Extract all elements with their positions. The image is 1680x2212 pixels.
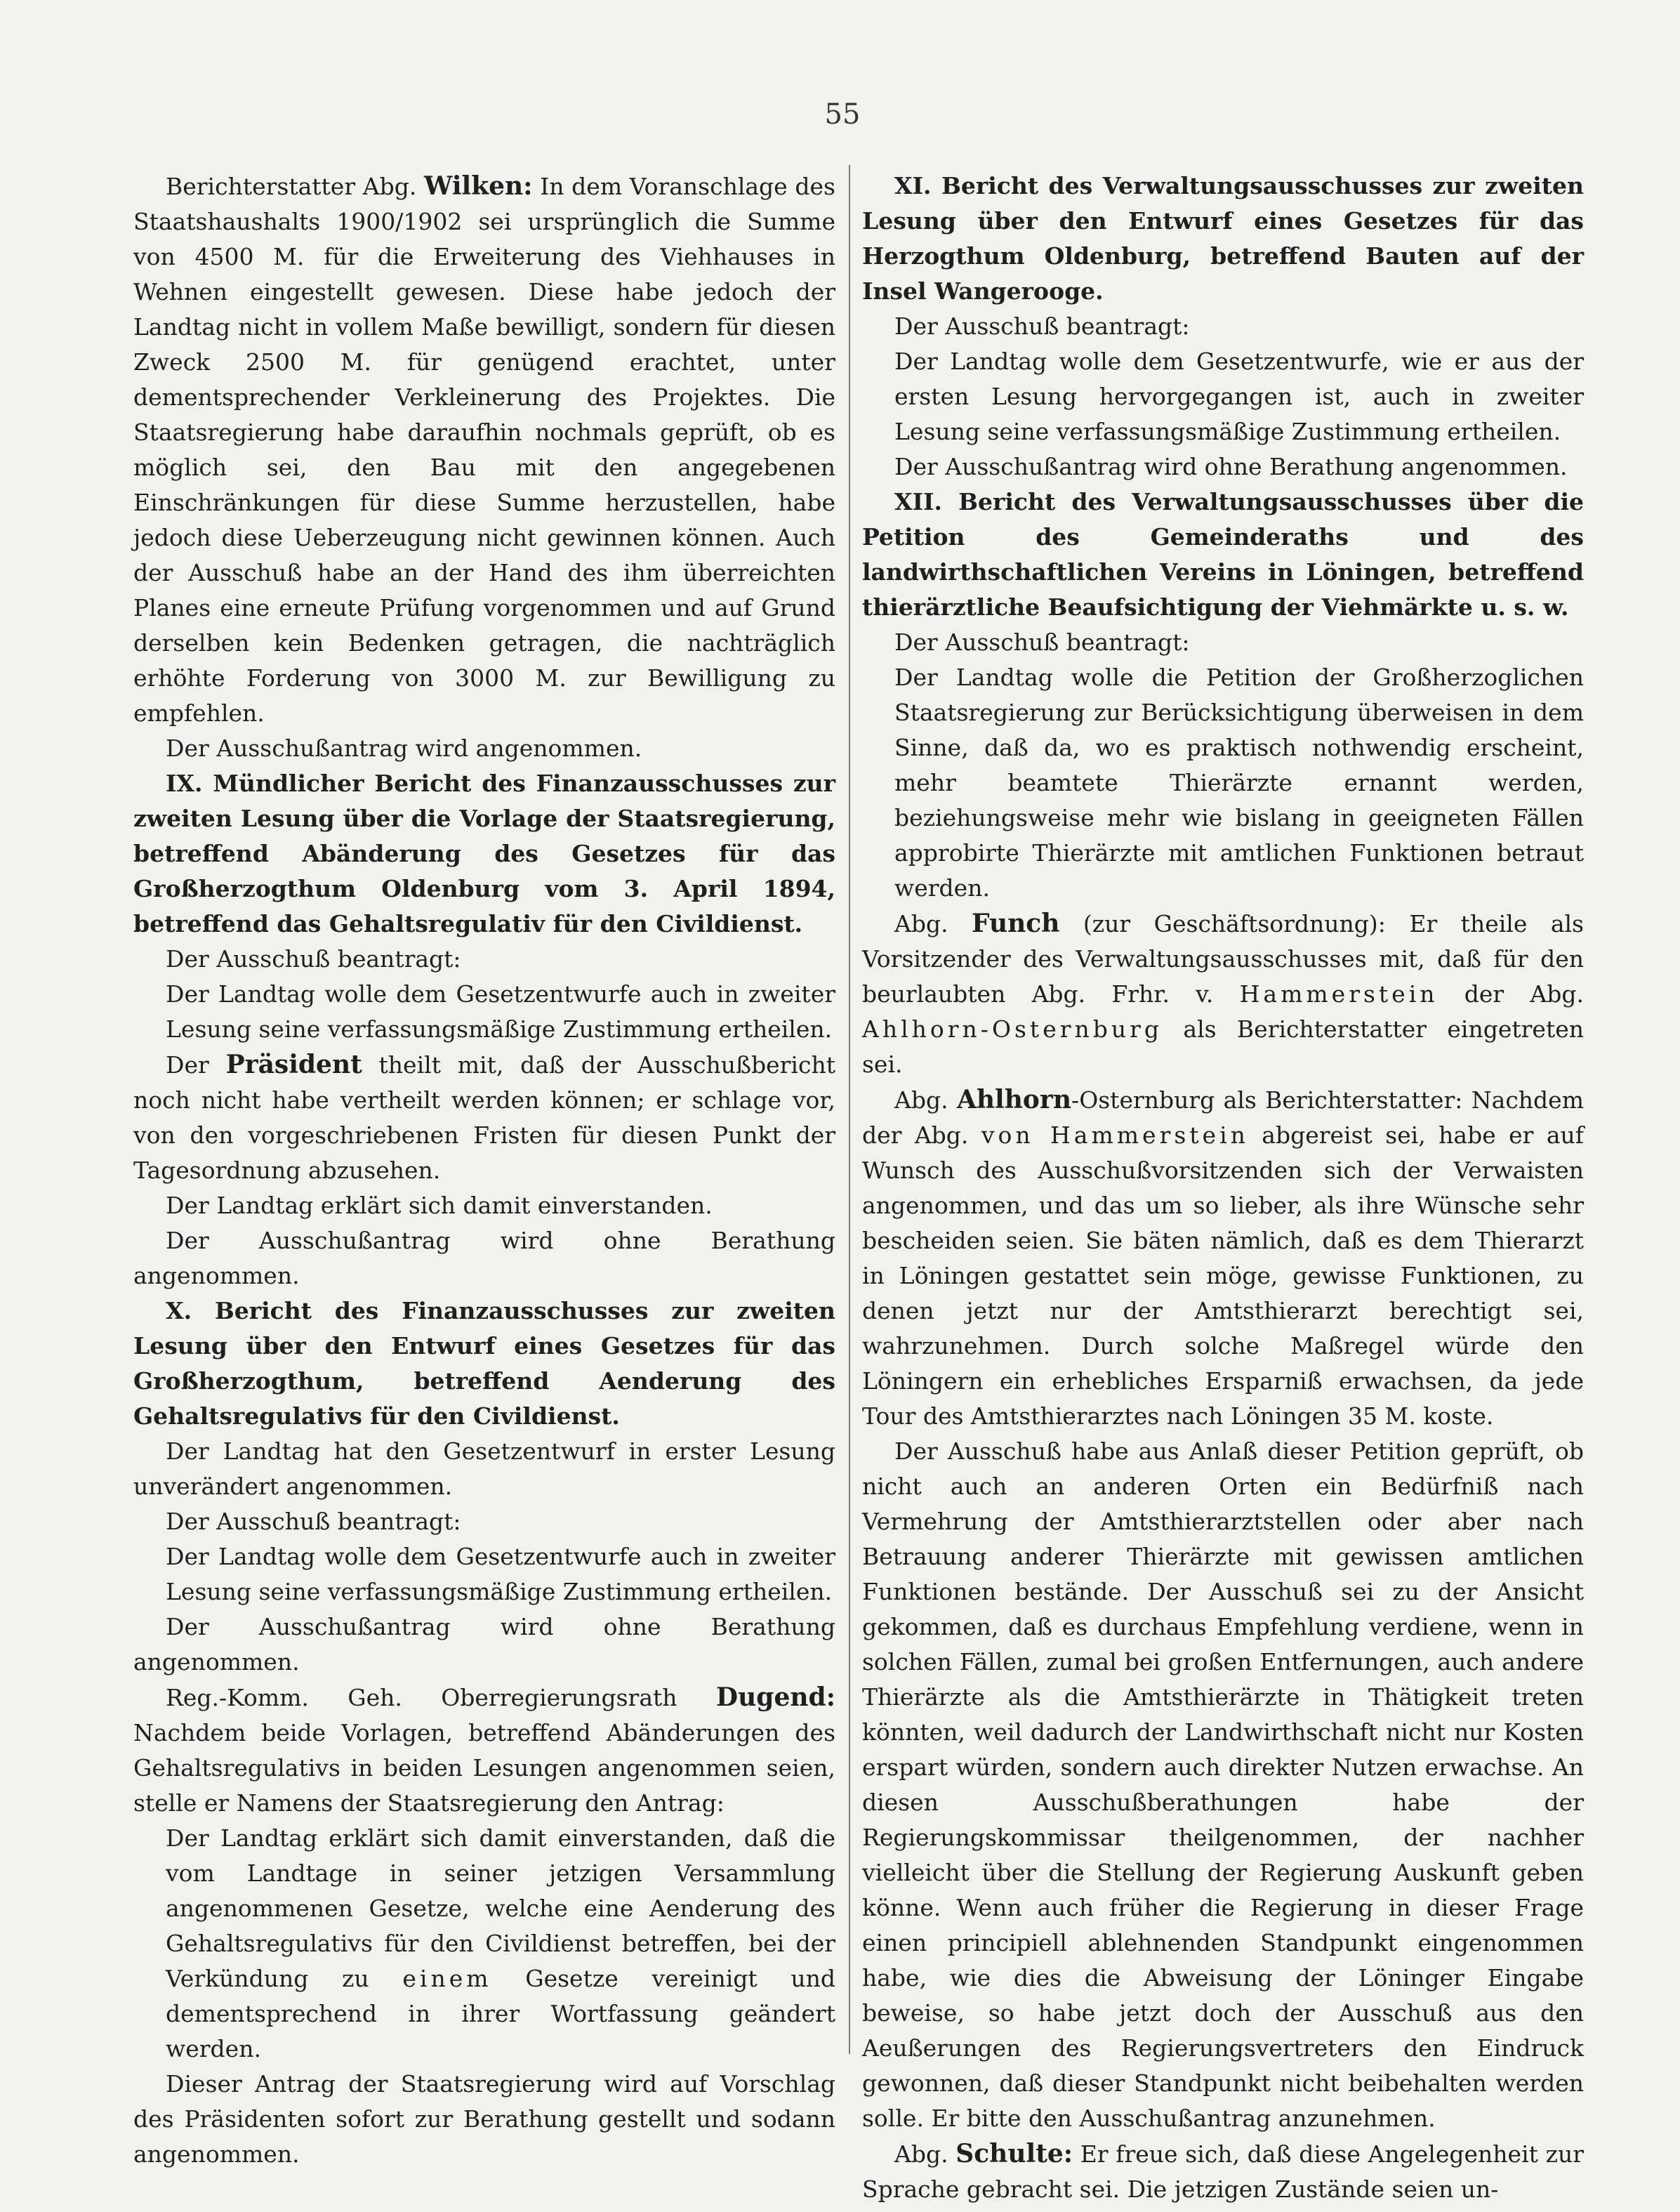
motion-quote: Der Landtag wolle dem Gesetzentwurfe auch in zweiter Lesung seine verfassungsmäßige Zustimmung ertheilen. [166,1543,835,1605]
paragraph-committee-motion: Der Ausschuß beantragt: [166,1508,461,1535]
emphasized-name: von Hammerstein [981,1121,1249,1149]
paragraph-resolution: Der Ausschußantrag wird angenommen. [166,735,642,762]
text-segment: Er freue sich, daß diese Angelegenheit zur Sprache gebracht sei. Die jetzigen Zustände seien un- [862,2140,1584,2203]
emphasized-word: einem [402,1965,492,1992]
paragraph-committee-motion: Der Ausschuß beantragt: [166,945,461,973]
paragraph-resolution: Der Ausschußantrag wird ohne Berathung angenommen. [894,453,1568,480]
text-segment: Gesetze vereinigt und dementsprechend in ihrer Wortfassung geändert werden. [166,1965,835,2062]
text-segment: Nachdem beide Vorlagen, betreffend Abänderungen des Gehaltsregulativs in beiden Lesungen angenommen seien, stelle er Namens der Staatsregierung den Antrag: [133,1719,835,1817]
paragraph-schulte [862,2136,1584,2207]
paragraph-funch [862,906,1584,1082]
column-divider [849,165,850,2054]
paragraph-resolution: Der Ausschußantrag wird ohne Berathung angenommen. [133,1613,835,1676]
right-column [862,169,1584,2207]
paragraph-dugend [133,1680,835,1821]
paragraph-closing: Dieser Antrag der Staatsregierung wird auf Vorschlag des Präsidenten sofort zur Berathung gestellt und sodann angenommen. [133,2070,835,2168]
text-segment: Berichterstatter Abg. [166,173,425,200]
section-heading-ix: IX. Mündlicher Bericht des Finanzausschusses zur zweiten Lesung über die Vorlage der Staatsregierung, betreffend Abänderung des Gesetzes für das Großherzogthum Oldenburg vom 3. April 1894, betreffend das Gehaltsregulativ für den Civildienst. [133,770,835,937]
motion-quote: Der Landtag wolle dem Gesetzentwurfe, wie er aus der ersten Lesung hervorgegangen ist, auch in zweiter Lesung seine verfassungsmäßige Zustimmung ertheilen. [894,348,1584,445]
motion-quote [133,1821,835,2067]
paragraph-wilken [133,169,835,731]
paragraph-first-reading: Der Landtag hat den Gesetzentwurf in erster Lesung unverändert angenommen. [133,1437,835,1500]
section-heading-x: X. Bericht des Finanzausschusses zur zweiten Lesung über den Entwurf eines Gesetzes für das Großherzogthum, betreffend Aenderung des Gehaltsregulativs für den Civildienst. [133,1297,835,1430]
text-segment: der Abg. [1438,980,1584,1008]
left-column [133,169,835,2172]
paragraph-resolution: Der Ausschußantrag wird ohne Berathung angenommen. [133,1227,835,1289]
paragraph-committee-report: Der Ausschuß habe aus Anlaß dieser Petition geprüft, ob nicht auch an anderen Orten ein Bedürfniß nach Vermehrung der Amtsthierarztstellen oder aber nach Betrauung anderer Thierärzte mit gewissen amtlichen Funktionen bestände. Der Ausschuß sei zu der Ansicht gekommen, daß es durchaus Empfehlung verdiene, wenn in solchen Fällen, zumal bei großen Entfernungen, auch andere Thierärzte als die Amtsthierärzte in Thätigkeit treten könnten, weil dadurch der Landwirthschaft nicht nur Kosten erspart würden, sondern auch direkter Nutzen erwachse. An diesen Ausschußberathungen habe der Regierungskommissar theilgenommen, der nachher vielleicht über die Stellung der Regierung Auskunft geben könne. Wenn auch früher die Regierung in dieser Frage einen principiell ablehnenden Standpunkt eingenommen habe, wie dies die Abweisung der Löninger Eingabe beweise, so habe jetzt doch der Ausschuß aus den Aeußerungen des Regierungsvertreters den Eindruck gewonnen, daß dieser Standpunkt nicht beibehalten werden solle. Er bitte den Ausschußantrag anzunehmen. [862,1437,1584,2132]
text-segment: Reg.-Komm. Geh. Oberregierungsrath [166,1684,716,1711]
text-segment: Abg. [894,2140,956,2168]
emphasized-name: Hammerstein [1239,980,1438,1008]
paragraph-ahlhorn [862,1082,1584,1434]
text-segment: Der [166,1051,226,1079]
motion-quote: Der Landtag wolle die Petition der Großherzoglichen Staatsregierung zur Berücksichtigung überweisen in dem Sinne, daß da, wo es praktisch nothwendig erscheint, mehr beamtete Thierärzte ernannt werden, beziehungsweise mehr wie bislang in geeigneten Fällen approbirte Thierärzte mit amtlichen Funktionen betraut werden. [894,664,1584,902]
speaker-name: Schulte: [955,2139,1073,2168]
speaker-name: Wilken: [424,171,533,201]
text-segment: -Osternburg als Berichterstatter: Nachdem der Abg. [862,1086,1584,1149]
page-number: 55 [824,98,861,131]
speaker-name: Ahlhorn [956,1085,1072,1114]
paragraph-agreement: Der Landtag erklärt sich damit einverstanden. [166,1192,713,1219]
text-segment: (zur Geschäftsordnung): Er theile als Vorsitzender des Verwaltungsausschusses mit, daß für den beurlaubten Abg. Frhr. v. [862,910,1584,1008]
text-segment: Der Landtag erklärt sich damit einverstanden, daß die vom Landtage in seiner jetzigen Versammlung angenommenen Gesetze, welche eine Aenderung des Gehaltsregulativs für den Civildienst betreffen, bei der Verkündung zu [166,1824,835,1992]
text-segment: als Berichterstatter eingetreten sei. [862,1015,1584,1078]
speaker-name: Funch [972,909,1060,938]
paragraph-committee-motion: Der Ausschuß beantragt: [894,628,1190,656]
emphasized-name: Ahlhorn-Osternburg [862,1015,1163,1043]
text-segment: In dem Voranschlage des Staatshaushalts 1900/1902 sei ursprünglich die Summe von 4500 M. für die Erweiterung des Viehhauses in Wehnen eingestellt gewesen. Diese habe jedoch der Landtag nicht in vollem Maße bewilligt, sondern für diesen Zweck 2500 M. für genügend erachtet, unter dementsprechender Verkleinerung des Projektes. Die Staatsregierung habe daraufhin nochmals geprüft, ob es möglich sei, den Bau mit den angegebenen Einschränkungen für diese Summe herzustellen, habe jedoch diese Ueberzeugung nicht gewinnen können. Auch der Ausschuß habe an der Hand des ihm überreichten Planes eine erneute Prüfung vorgenommen und auf Grund derselben kein Bedenken getragen, die nachträglich erhöhte Forderung von 3000 M. zur Bewilligung zu empfehlen. [133,173,835,727]
text-segment: abgereist sei, habe er auf Wunsch des Ausschußvorsitzenden sich der Verwaisten angenommen, und das um so lieber, als ihre Wünsche sehr bescheiden seien. Sie bäten nämlich, daß es dem Thierarzt in Löningen gestattet sein möge, gewisse Funktionen, zu denen jetzt nur der Amtsthierarzt berechtigt sei, wahrzunehmen. Durch solche Maßregel würde den Löningern ein erhebliches Ersparniß erwachsen, da jede Tour des Amtsthierarztes nach Löningen 35 M. koste. [862,1121,1584,1430]
speaker-name: Präsident [225,1050,362,1079]
text-segment: Abg. [894,1086,957,1114]
paragraph-praesident [133,1047,835,1188]
speaker-name: Dugend: [715,1683,835,1712]
text-segment: theilt mit, daß der Ausschußbericht noch nicht habe vertheilt werden können; er schlage vor, von den vorgeschriebenen Fristen für diesen Punkt der Tagesordnung abzusehen. [133,1051,835,1184]
motion-quote: Der Landtag wolle dem Gesetzentwurfe auch in zweiter Lesung seine verfassungsmäßige Zustimmung ertheilen. [166,980,835,1043]
paragraph-committee-motion: Der Ausschuß beantragt: [894,312,1190,340]
text-segment: Abg. [894,910,972,937]
section-heading-xi: XI. Bericht des Verwaltungsausschusses zur zweiten Lesung über den Entwurf eines Gesetzes für das Herzogthum Oldenburg, betreffend Bauten auf der Insel Wangerooge. [862,172,1584,305]
section-heading-xii: XII. Bericht des Verwaltungsausschusses über die Petition des Gemeinderaths und des landwirthschaftlichen Vereins in Löningen, betreffend thierärztliche Beaufsichtigung der Viehmärkte u. s. w. [862,488,1584,621]
